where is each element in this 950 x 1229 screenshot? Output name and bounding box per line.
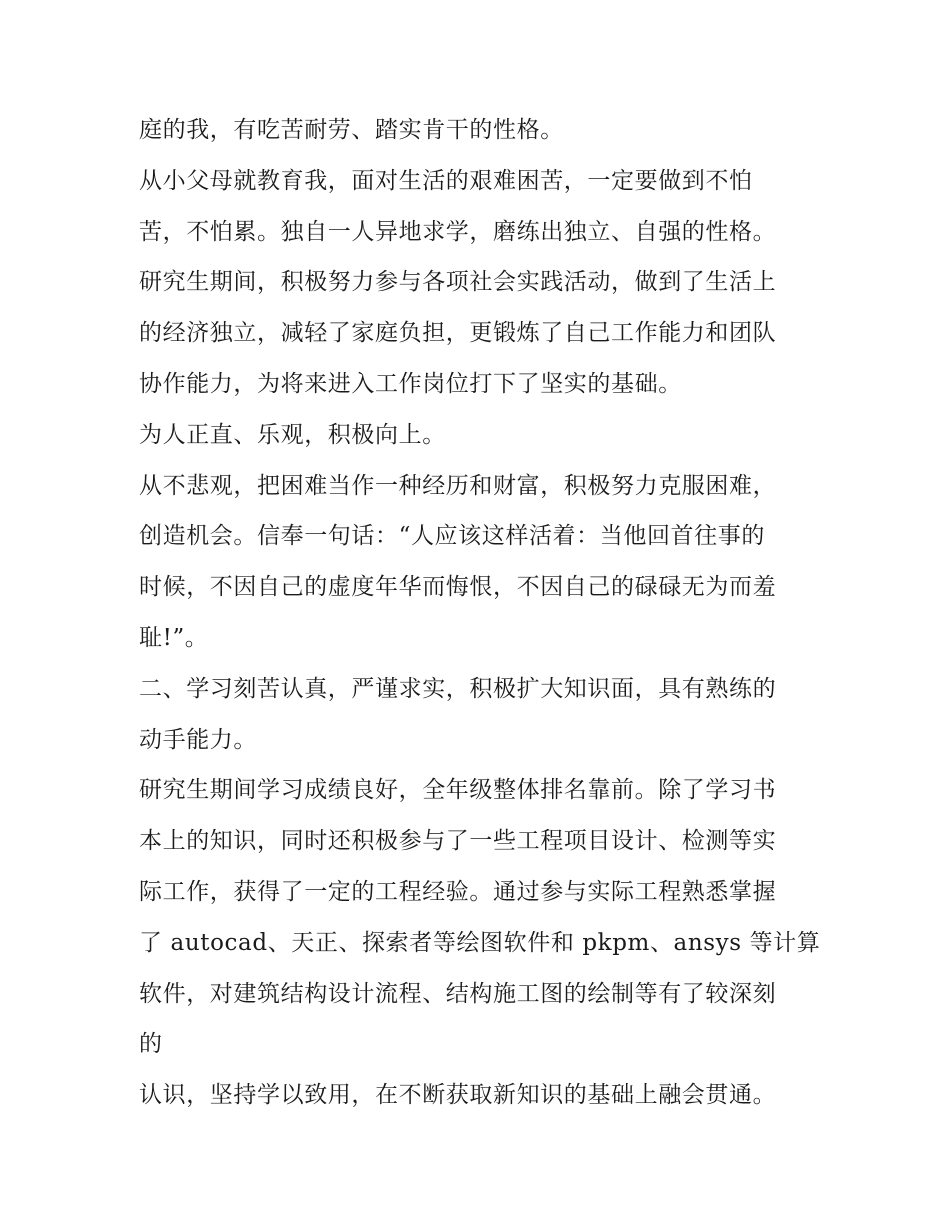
text-line: 研究生期间学习成绩良好，全年级整体排名靠前。除了学习书: [139, 777, 777, 804]
text-line: 创造机会。信奉一句话：“人应该这样活着：当他回首往事的: [139, 523, 765, 550]
text-line: 认识，坚持学以致用，在不断获取新知识的基础上融会贯通。: [139, 1082, 777, 1109]
text-line: 为人正直、乐观，积极向上。: [139, 421, 446, 448]
text-line: 际工作，获得了一定的工程经验。通过参与实际工程熟悉掌握: [139, 878, 777, 905]
text-line: 协作能力，为将来进入工作岗位打下了坚实的基础。: [139, 370, 682, 397]
text-line: 庭的我，有吃苦耐劳、踏实肯干的性格。: [139, 117, 564, 143]
text-line: 的: [139, 1031, 163, 1058]
text-line: 苦，不怕累。独自一人异地求学，磨练出独立、自强的性格。: [139, 218, 777, 245]
text-line: 本上的知识，同时还积极参与了一些工程项目设计、检测等实: [139, 828, 777, 855]
body-text: [139, 105, 819, 1121]
text-line: 研究生期间，积极努力参与各项社会实践活动，做到了生活上: [139, 269, 777, 296]
text-line: 二、学习刻苦认真，严谨求实，积极扩大知识面，具有熟练的: [139, 675, 777, 702]
text-line: 从小父母就教育我，面对生活的艰难困苦，一定要做到不怕: [139, 167, 753, 194]
text-line: 动手能力。: [139, 726, 257, 753]
text-line: 了 autocad、天正、探索者等绘图软件和 pkpm、ansys 等计算: [139, 929, 821, 956]
text-line: 软件，对建筑结构设计流程、结构施工图的绘制等有了较深刻: [139, 980, 777, 1007]
text-line: 从不悲观，把困难当作一种经历和财富，积极努力克服困难，: [139, 472, 777, 499]
text-line: 的经济独立，减轻了家庭负担，更锻炼了自己工作能力和团队: [139, 320, 777, 347]
text-line: 时候，不因自己的虚度年华而悔恨，不因自己的碌碌无为而羞: [139, 574, 777, 601]
text-line: 耻!”。: [139, 624, 209, 651]
